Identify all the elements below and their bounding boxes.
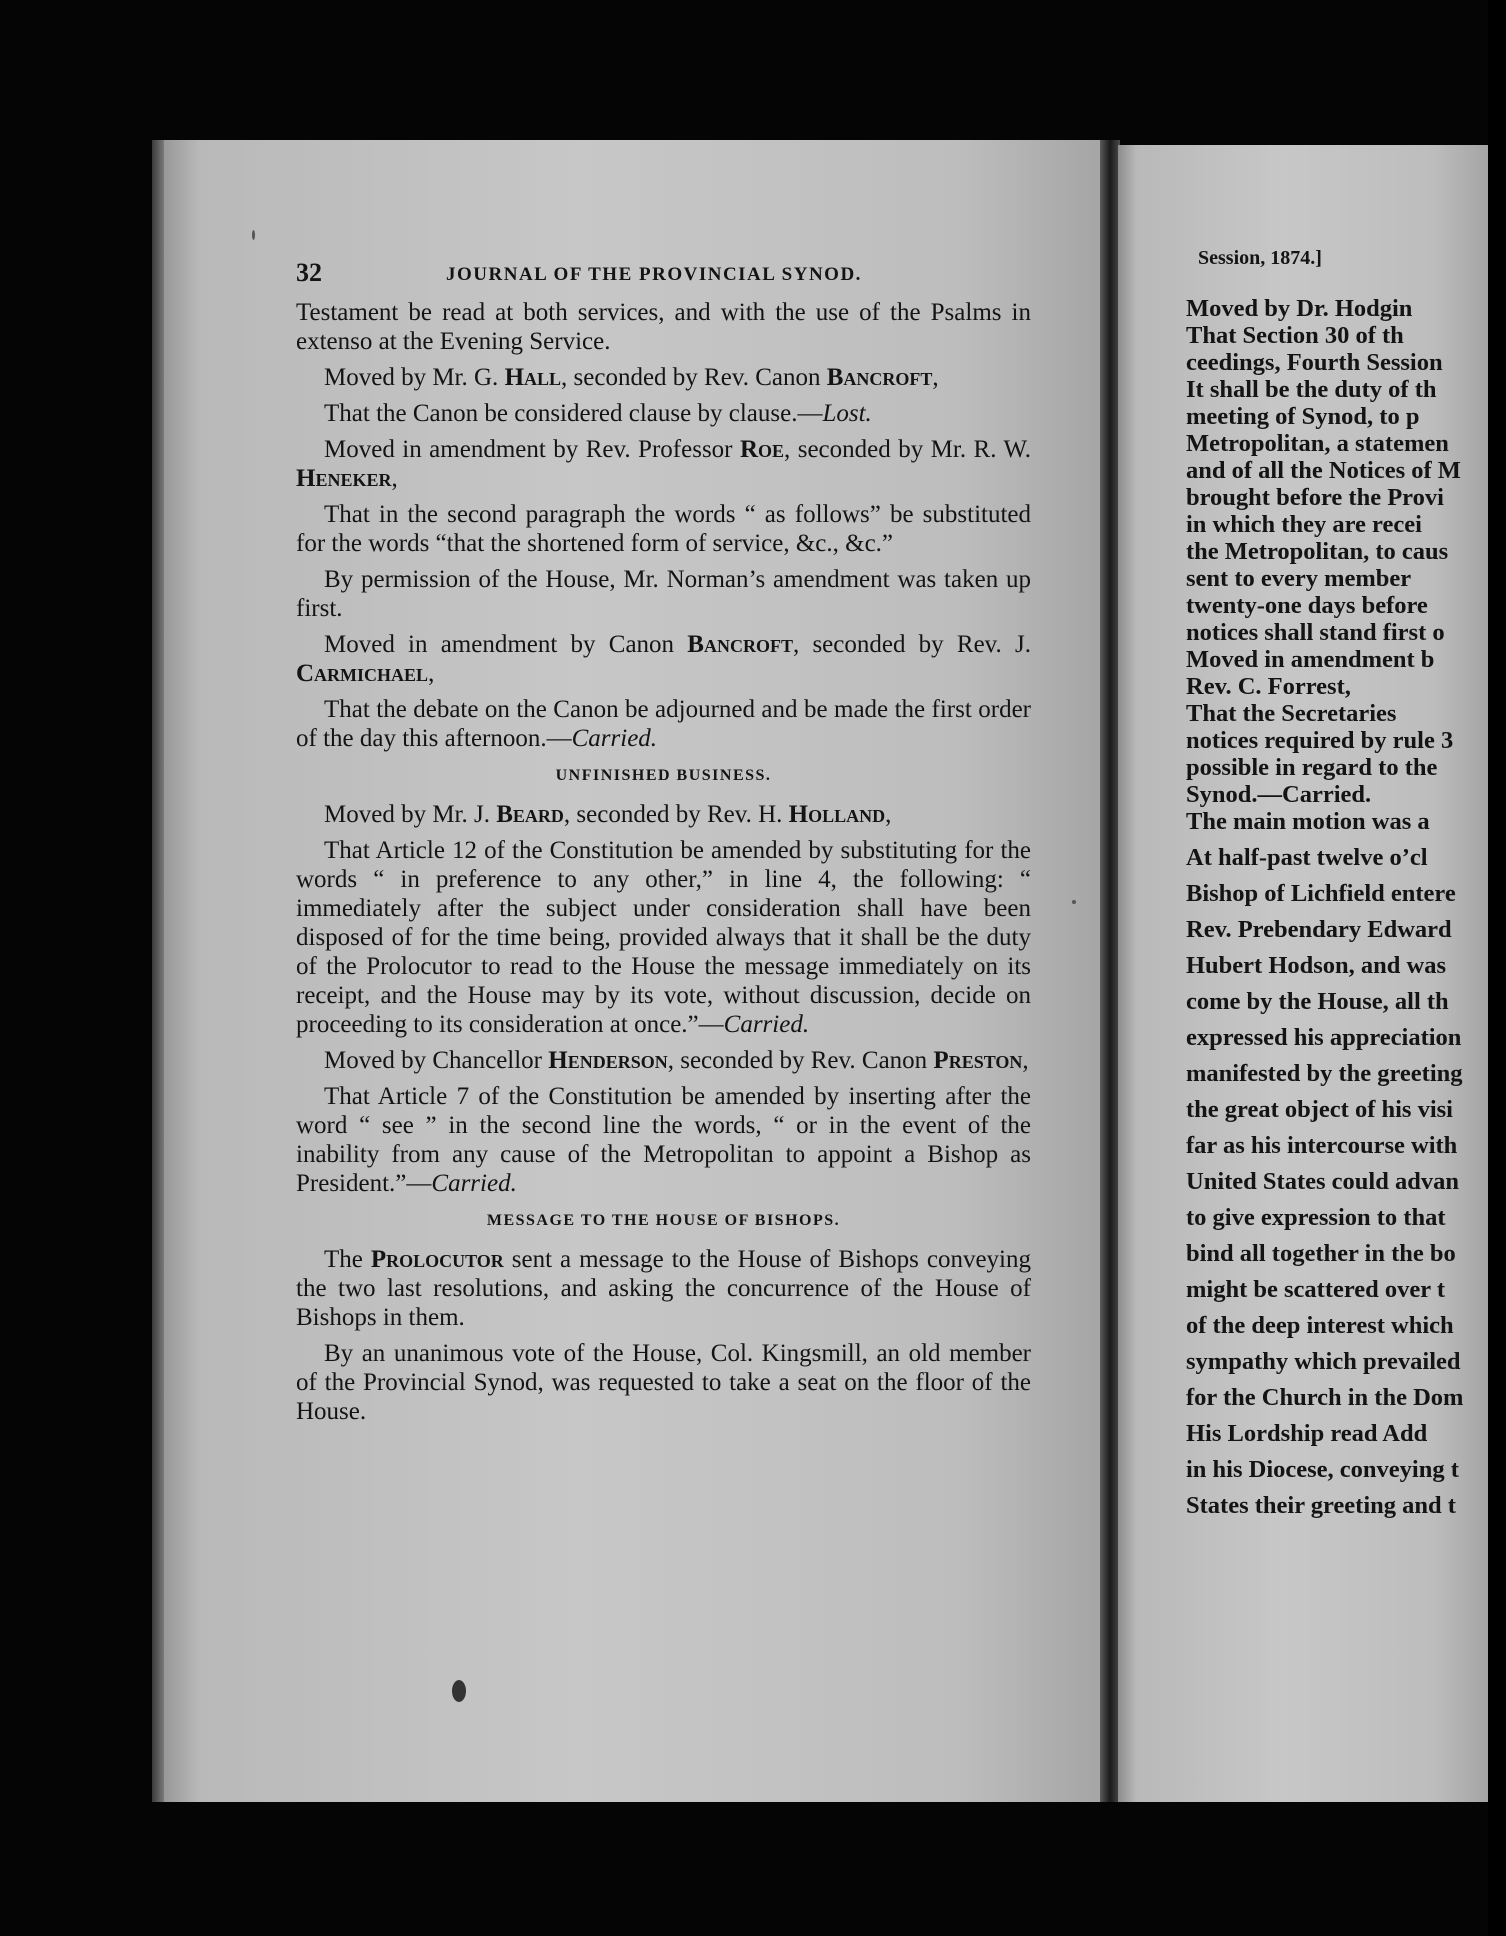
paragraph: That in the second paragraph the words “ as follows” be substituted for the words “that the shortened form of service, &c., &c.”	[296, 501, 1031, 557]
text-line: notices required by rule 3	[1186, 727, 1454, 754]
text-line: the Metropolitan, to caus	[1186, 538, 1449, 565]
text-line: Hubert Hodson, and was	[1186, 952, 1447, 979]
text-line: That Section 30 of th	[1186, 322, 1404, 349]
right-running-head: Session, 1874.]	[1198, 247, 1322, 269]
text-line: sent to every member	[1186, 565, 1412, 592]
person-name: Roe	[739, 436, 785, 463]
motion-result: Lost.	[822, 400, 872, 427]
text-line: to give expression to that	[1186, 1204, 1446, 1231]
text-line: Metropolitan, a statemen	[1186, 430, 1449, 457]
text-line: meeting of Synod, to p	[1186, 403, 1420, 430]
text-line: Synod.—Carried.	[1186, 781, 1372, 808]
scan-speck	[452, 1680, 466, 1702]
paragraph: That Article 12 of the Constitution be amended by substituting for the words “ in preference to any other,” in line 4, the following: “ immediately after the subject under consideration shall have been disposed of for the time being, provided always that it shall be the duty of the Prolocutor to read to the House the message immediately on its receipt, and the House may by its vote, without discussion, decide on proceeding to its consideration at once.”—Carried.	[296, 837, 1031, 1038]
page-number: 32	[296, 258, 322, 287]
person-name: Preston	[933, 1047, 1023, 1074]
running-title: JOURNAL OF THE PROVINCIAL SYNOD.	[446, 264, 862, 285]
person-name: Bancroft	[826, 364, 933, 391]
paragraph: By an unanimous vote of the House, Col. Kingsmill, an old member of the Provincial Synod, was requested to take a seat on the floor of the House.	[296, 1340, 1031, 1425]
text-line: in which they are recei	[1186, 511, 1422, 538]
scan-speck	[252, 230, 255, 240]
text-line: expressed his appreciation	[1186, 1024, 1462, 1051]
text-line: for the Church in the Dom	[1186, 1384, 1464, 1411]
text-line: come by the House, all th	[1186, 988, 1449, 1015]
paragraph: Moved by Chancellor Henderson, seconded by Rev. Canon Preston,	[324, 1047, 1029, 1074]
running-head	[296, 258, 1176, 298]
person-name: Hall	[504, 364, 562, 391]
text-line: possible in regard to the	[1186, 754, 1438, 781]
paragraph: That Article 7 of the Constitution be amended by inserting after the word “ see ” in the second line the words, “ or in the event of the inability from any cause of the Metropolitan to appoint a Bishop as President.”—Carried.	[296, 1083, 1031, 1197]
text-line: It shall be the duty of th	[1186, 376, 1437, 403]
text-line: Rev. C. Forrest,	[1186, 673, 1351, 700]
section-heading: MESSAGE TO THE HOUSE OF BISHOPS.	[486, 1212, 841, 1229]
text-line: His Lordship read Add	[1186, 1420, 1428, 1447]
paragraph: Moved in amendment by Canon Bancroft, seconded by Rev. J. Carmichael,	[296, 631, 1031, 687]
motion-result: Carried.	[431, 1170, 517, 1197]
paragraph: Moved by Mr. G. Hall, seconded by Rev. Canon Bancroft,	[324, 364, 939, 391]
text-line: twenty-one days before	[1186, 592, 1428, 619]
text-line: in his Diocese, conveying t	[1186, 1456, 1459, 1483]
text-line: United States could advan	[1186, 1168, 1459, 1195]
body-text	[296, 298, 1031, 1433]
text-line: Moved in amendment b	[1186, 646, 1435, 673]
person-name: Henderson	[548, 1047, 668, 1074]
text-line: ceedings, Fourth Session	[1186, 349, 1443, 376]
right-page	[1118, 145, 1488, 1802]
text-line: and of all the Notices of M	[1186, 457, 1461, 484]
text-line: of the deep interest which	[1186, 1312, 1454, 1339]
paragraph: Moved in amendment by Rev. Professor Roe, seconded by Mr. R. W. Heneker,	[296, 436, 1031, 492]
text-line: Moved by Dr. Hodgin	[1186, 295, 1413, 322]
person-name: Heneker	[296, 465, 392, 492]
text-line: far as his intercourse with	[1186, 1132, 1458, 1159]
motion-result: Carried.	[571, 725, 658, 752]
paragraph: By permission of the House, Mr. Norman’s amendment was taken up first.	[296, 566, 1031, 622]
text-line: The main motion was a	[1186, 808, 1430, 835]
person-name: Bancroft	[687, 631, 793, 658]
text-line: States their greeting and t	[1186, 1492, 1456, 1519]
page-edge	[152, 140, 164, 1802]
text-line: Bishop of Lichfield entere	[1186, 880, 1456, 907]
paragraph: Testament be read at both services, and with the use of the Psalms in extenso at the Evening Service.	[296, 299, 1031, 355]
section-heading: UNFINISHED BUSINESS.	[555, 767, 772, 784]
book-gutter	[1100, 140, 1120, 1802]
text-line: might be scattered over t	[1186, 1276, 1445, 1303]
text-line: brought before the Provi	[1186, 484, 1444, 511]
text-line: the great object of his visi	[1186, 1096, 1453, 1123]
text-line: That the Secretaries	[1186, 700, 1397, 727]
text-line: bind all together in the bo	[1186, 1240, 1456, 1267]
text-line: sympathy which prevailed	[1186, 1348, 1461, 1375]
person-name: Carmichael	[296, 660, 429, 687]
paragraph: That the Canon be considered clause by clause.—Lost.	[324, 400, 872, 427]
paragraph: Moved by Mr. J. Beard, seconded by Rev. H. Holland,	[324, 801, 892, 828]
motion-result: Carried.	[723, 1011, 810, 1038]
text-line: At half-past twelve o’cl	[1186, 844, 1428, 871]
left-page	[152, 140, 1102, 1802]
person-name: Holland	[788, 801, 886, 828]
paragraph: That the debate on the Canon be adjourned and be made the first order of the day this afternoon.—Carried.	[296, 696, 1031, 752]
text-line: notices shall stand first o	[1186, 619, 1445, 646]
scan-speck	[1072, 900, 1076, 904]
text-line: Rev. Prebendary Edward	[1186, 916, 1452, 943]
person-name: Prolocutor	[370, 1246, 504, 1273]
right-body-text	[1186, 295, 1506, 1528]
person-name: Beard	[496, 801, 564, 828]
text-line: manifested by the greeting	[1186, 1060, 1463, 1087]
paragraph: The Prolocutor sent a message to the House of Bishops conveying the two last resolutions, and asking the concurrence of the House of Bishops in them.	[296, 1246, 1031, 1331]
